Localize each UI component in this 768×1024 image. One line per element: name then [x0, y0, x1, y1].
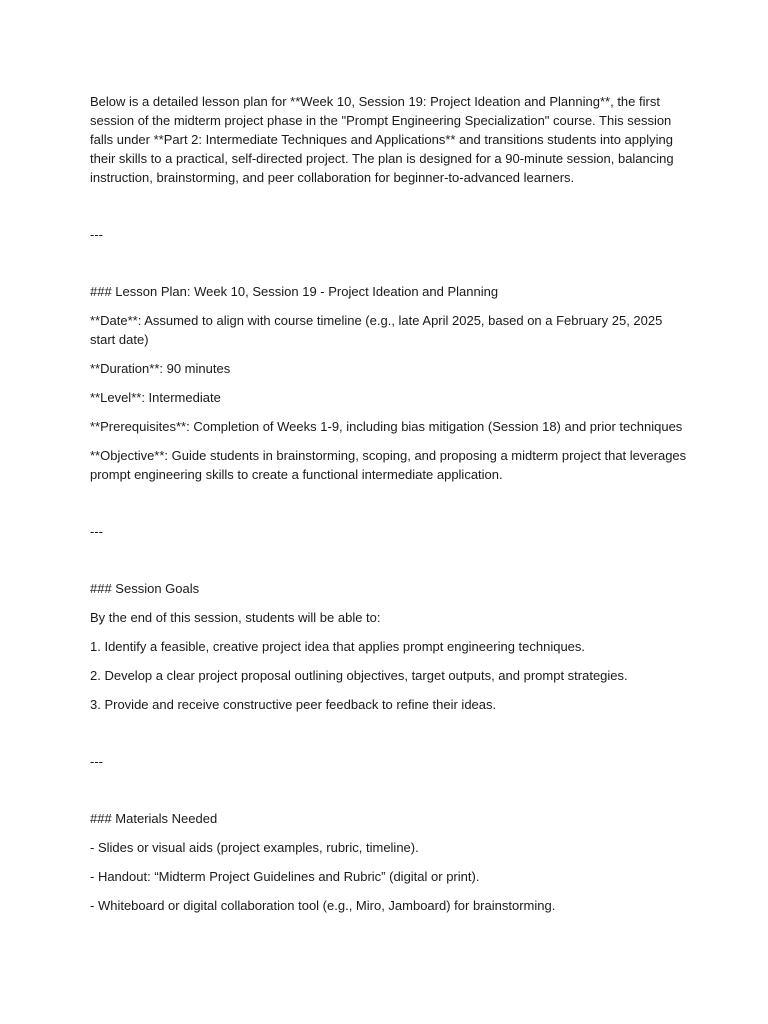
materials-item: - Handout: “Midterm Project Guidelines and Rubric” (digital or print).	[90, 869, 480, 884]
intro-paragraph: Below is a detailed lesson plan for **Week 10, Session 19: Project Ideation and Planning**, the first session of the midterm project phase in the "Prompt Engineering Specialization" course. This session falls under **Part 2: Intermediate Techniques and Applications** and transitions students into applying their skills to a practical, self-directed project. The plan is designed for a 90-minute session, balancing instruction, brainstorming, and peer collaboration for beginner-to-advanced learners.	[90, 94, 674, 185]
materials-item: - Slides or visual aids (project examples, rubric, timeline).	[90, 840, 419, 855]
materials-item: - Whiteboard or digital collaboration tool (e.g., Miro, Jamboard) for brainstorming.	[90, 898, 556, 913]
lesson-prerequisites: **Prerequisites**: Completion of Weeks 1-9, including bias mitigation (Session 18) and prior techniques	[90, 419, 683, 434]
session-goal-item: 2. Develop a clear project proposal outlining objectives, target outputs, and prompt strategies.	[90, 668, 628, 683]
lesson-date: **Date**: Assumed to align with course timeline (e.g., late April 2025, based on a February 25, 2025 start date)	[90, 313, 663, 347]
separator: ---	[90, 754, 103, 769]
lesson-plan-heading: ### Lesson Plan: Week 10, Session 19 - Project Ideation and Planning	[90, 284, 499, 299]
session-goal-item: 1. Identify a feasible, creative project idea that applies prompt engineering techniques.	[90, 639, 586, 654]
session-goals-heading: ### Session Goals	[90, 581, 200, 596]
session-goal-item: 3. Provide and receive constructive peer feedback to refine their ideas.	[90, 697, 497, 712]
lesson-level: **Level**: Intermediate	[90, 390, 221, 405]
lesson-objective: **Objective**: Guide students in brainstorming, scoping, and proposing a midterm project that leverages prompt engineering skills to create a functional intermediate application.	[90, 448, 687, 482]
lesson-duration: **Duration**: 90 minutes	[90, 361, 231, 376]
materials-heading: ### Materials Needed	[90, 811, 218, 826]
session-goals-intro: By the end of this session, students will be able to:	[90, 610, 381, 625]
separator: ---	[90, 524, 103, 539]
document-body	[90, 92, 690, 915]
separator: ---	[90, 227, 103, 242]
